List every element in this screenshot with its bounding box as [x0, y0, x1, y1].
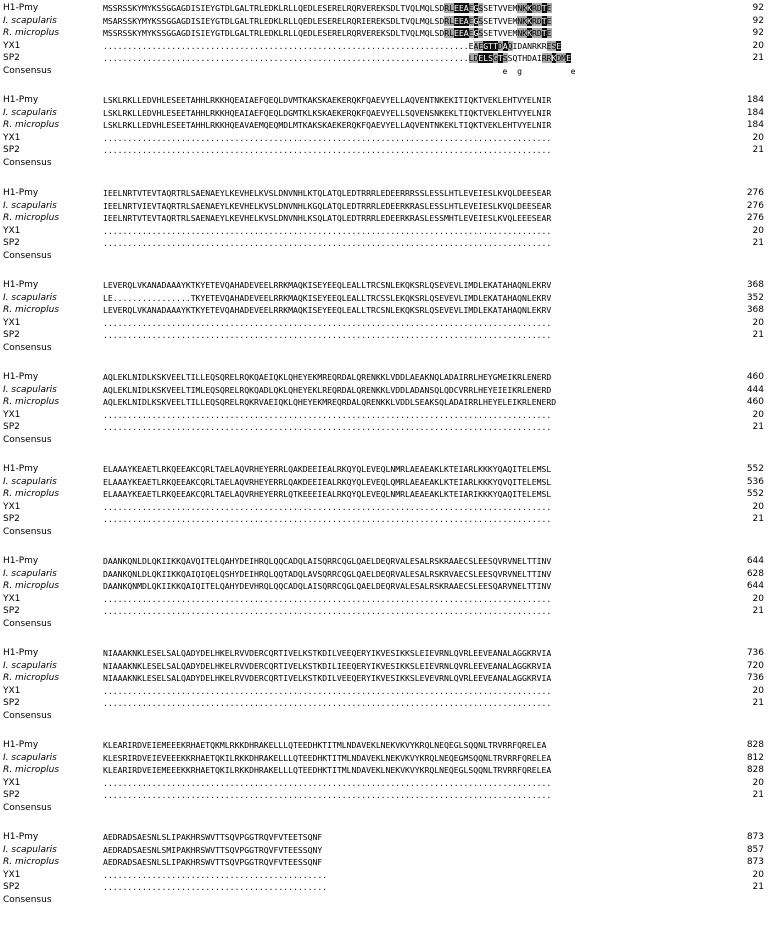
alignment-row	[3, 752, 766, 765]
sequence-name: SP2	[3, 53, 20, 64]
position-number: 184	[746, 95, 764, 105]
alignment-row	[3, 15, 766, 28]
alignment-block	[3, 94, 766, 186]
sequence-name: SP2	[3, 422, 20, 433]
alignment-block	[3, 187, 766, 279]
sequence-text: KLESRIRDVEIEVEEEKKRHAETQKILRKKDHRAKELLLQTEEDHKTITMLNDAVEKLNEKVKVYKRQLNEQEGMSQQNLTRVRRFQRELEA	[103, 752, 552, 763]
alignment-row	[3, 157, 766, 170]
position-number: 20	[752, 501, 764, 512]
consensus-sequence	[103, 710, 723, 723]
consensus-sequence	[103, 526, 723, 539]
sequence-text: ............................................................................................	[103, 317, 552, 328]
sequence-text: DAANKQNLDLQKIIKKQAIQIQELQSHYDEIHRQLQQTADQLAVSQRRCQGLQAELDEQRVALESALRSKRVAECSLEESQVRVNELTTINV	[103, 568, 552, 579]
alignment-row	[3, 65, 766, 78]
sequence-name: R. microplus	[3, 489, 60, 500]
alignment-row	[3, 212, 766, 225]
position-number: 21	[752, 238, 764, 249]
consensus-sequence: e g e	[103, 65, 576, 76]
sequence-text: ELAAAYKEAETLRKQEEAKCQRLTAELAQVRHEYERRLQTKEEEIEALRKQYQLEVEQLNMRLAEAEAKLKTEIARIKKKYQAQITELEMSL	[103, 489, 552, 500]
sequence-text: ............................................................................................	[103, 777, 552, 788]
alignment-row	[3, 2, 766, 15]
alignment-row	[3, 869, 766, 882]
sequence-name: H1-Pmy	[3, 740, 39, 750]
sequence-name: H1-Pmy	[3, 648, 39, 658]
alignment-block	[3, 279, 766, 371]
sequence-text: ELAAAYKEAETLRKQEEAKCQRLTAELAQVRHEYERRLQAKDEEIEALRKQYQLEVEQLQMRLAEAEAKLKTEIARLKKKYQVQITELEMSL	[103, 476, 552, 487]
sequence-text: DAANKQNMDLQKIIKKQAIQITELQAHYDEVHRQLQQCADQLAISQRRCQGLQAELDEQRVALESALRSKRAAECSLEESQARVNELTTINV	[103, 581, 552, 592]
position-number: 536	[746, 476, 764, 487]
sequence-name: I. scapularis	[3, 384, 57, 395]
position-number	[723, 894, 766, 907]
alignment-row	[3, 568, 766, 581]
position-number: 828	[746, 765, 764, 776]
sequence-text: ............................................................................................	[103, 238, 552, 249]
alignment-row	[3, 342, 766, 355]
alignment-row	[3, 501, 766, 514]
position-number: 276	[746, 188, 764, 198]
position-number: 736	[746, 648, 764, 658]
sequence-name: YX1	[3, 317, 21, 328]
alignment-row	[3, 371, 766, 384]
consensus-sequence	[103, 618, 723, 631]
position-number: 20	[752, 869, 764, 880]
alignment-row	[3, 396, 766, 409]
sequence-name: Consensus	[3, 802, 52, 813]
sequence-name: H1-Pmy	[3, 188, 39, 198]
alignment-row	[3, 647, 766, 660]
alignment-row	[3, 304, 766, 317]
sequence-name: H1-Pmy	[3, 280, 39, 290]
sequence-name: R. microplus	[3, 397, 60, 408]
sequence-name: YX1	[3, 132, 21, 143]
position-number: 21	[752, 606, 764, 617]
alignment-row	[3, 660, 766, 673]
alignment-row	[3, 739, 766, 752]
sequence-name: YX1	[3, 501, 21, 512]
alignment-row	[3, 409, 766, 422]
sequence-name: H1-Pmy	[3, 464, 39, 474]
position-number: 720	[746, 660, 764, 671]
sequence-text: ............................................................................................	[103, 409, 552, 420]
position-number: 644	[746, 581, 764, 592]
sequence-name: I. scapularis	[3, 844, 57, 855]
position-number: 21	[752, 698, 764, 709]
sequence-name: SP2	[3, 790, 20, 801]
position-number: 276	[746, 213, 764, 224]
sequence-text: LE................TKYETEVQAHADEVEELRRKMAQKISEYEEQLEALLTRCSSLEKQKSRLQSEVEVLIMDLEKATAHAQNLEKRV	[103, 292, 552, 303]
sequence-text: KLEARIRDVEIEMEEEKRHAETQKMLRKKDHRAKELLLQTEEDHKTITMLNDAVEKLNEKVKVYKRQLNEQEGLSQQNLTRVRRFQRELEA	[103, 740, 547, 750]
sequence-name: YX1	[3, 777, 21, 788]
sequence-name: Consensus	[3, 526, 52, 537]
alignment-row	[3, 685, 766, 698]
sequence-name: Consensus	[3, 710, 52, 721]
alignment-row	[3, 831, 766, 844]
sequence-name: I. scapularis	[3, 476, 57, 487]
position-number: 873	[746, 857, 764, 868]
position-number	[723, 526, 766, 539]
alignment-row	[3, 132, 766, 145]
position-number	[723, 65, 766, 78]
position-number: 857	[746, 844, 764, 855]
position-number: 828	[746, 740, 764, 750]
sequence-name: I. scapularis	[3, 752, 57, 763]
alignment-row	[3, 526, 766, 539]
sequence-name: YX1	[3, 685, 21, 696]
alignment-row	[3, 856, 766, 869]
sequence-name: I. scapularis	[3, 107, 57, 118]
sequence-text: AEDRADSAESNLSLIPAKHRSWVTTSQVPGGTRQVFVTEETSQNF	[103, 832, 323, 842]
sequence-text: AQLEKLNIDLKSKVEELTILLEQSQRELRQKQAEIQKLQHEYEKMREQRDALQRENKKLVDDLAEAKNQLADAIRRLHEYGMEIKRLENERD	[103, 372, 552, 382]
alignment-row	[3, 605, 766, 618]
alignment-row	[3, 844, 766, 857]
sequence-name: R. microplus	[3, 765, 60, 776]
alignment-row	[3, 513, 766, 526]
alignment-row	[3, 894, 766, 907]
sequence-text: AQLEKLNIDLKSKVEELTILLEQSQRELRQKRVAEIQKLQHEYEKMREQRDALQRENKKLVDDLSEAKSQLADAIRRLHEYELEIKRLENERD	[103, 397, 557, 408]
consensus-sequence	[103, 342, 723, 355]
position-number: 21	[752, 514, 764, 525]
sequence-text: IEELNRTVTEVTAQRTRLSAENAEYLKEVHELKVSLDNVNHLKTQLATQLEDTRRRLEDEERRRSSLESSLHTLEVEIESLKVQLDEESEAR	[103, 188, 552, 198]
consensus-sequence	[103, 802, 723, 815]
sequence-text: ...........................................................................LDELSGTSSQTHDAIRRKDME	[103, 53, 571, 64]
sequence-name: YX1	[3, 409, 21, 420]
alignment-row	[3, 580, 766, 593]
sequence-name: Consensus	[3, 434, 52, 445]
sequence-name: Consensus	[3, 342, 52, 353]
alignment-row	[3, 463, 766, 476]
position-number: 368	[746, 305, 764, 316]
consensus-sequence	[103, 157, 723, 170]
consensus-sequence	[103, 434, 723, 447]
position-number	[723, 434, 766, 447]
position-number: 20	[752, 132, 764, 143]
alignment-row	[3, 488, 766, 501]
sequence-text: IEELNRTVTEVTAQRTRLSAENAEYLKEVHELKVSLDNVNHLKSQLATQLEDTRRRLEDEERKRASLESSMHTLEVEIESLKVQLEEESEAR	[103, 213, 552, 224]
alignment-row	[3, 764, 766, 777]
alignment-row	[3, 384, 766, 397]
sequence-name: YX1	[3, 593, 21, 604]
position-number: 21	[752, 422, 764, 433]
sequence-name: SP2	[3, 698, 20, 709]
sequence-name: R. microplus	[3, 28, 60, 39]
sequence-text: ............................................................................................	[103, 593, 552, 604]
alignment-row	[3, 200, 766, 213]
alignment-row	[3, 593, 766, 606]
alignment-block	[3, 739, 766, 831]
sequence-name: SP2	[3, 145, 20, 156]
sequence-name: R. microplus	[3, 213, 60, 224]
sequence-text: ..............................................	[103, 882, 328, 893]
sequence-text: NIAAAKNKLESELSALQADYDELHKELRVVDERCQRTIVELKSTKDILVEEQERYIKVESIKKSLEVEVRNLQVRLEEVEANALAGGKRVIA	[103, 673, 552, 684]
sequence-text: ............................................................................................	[103, 685, 552, 696]
sequence-text: ............................................................................................	[103, 145, 552, 156]
sequence-name: SP2	[3, 606, 20, 617]
position-number	[723, 710, 766, 723]
sequence-name: Consensus	[3, 618, 52, 629]
alignment-row	[3, 329, 766, 342]
sequence-text: DAANKQNLDLQKIIKKQAVQITELQAHYDEIHRQLQQCADQLAISQRRCQGLQAELDEQRVALESALRSKRAAECSLEESQVRVNELTTINV	[103, 556, 552, 566]
sequence-text: NIAAAKNKLESELSALQADYDELHKELRVVDERCQRTIVELKSTKDILVEEQERYIKVESIKKSLEIEVRNLQVRLEEVEANALAGGKRVIA	[103, 648, 552, 658]
sequence-name: Consensus	[3, 157, 52, 168]
sequence-name: SP2	[3, 238, 20, 249]
position-number: 552	[746, 464, 764, 474]
consensus-sequence	[103, 250, 723, 263]
alignment-row	[3, 672, 766, 685]
alignment-row	[3, 421, 766, 434]
alignment-row	[3, 802, 766, 815]
alignment-block	[3, 647, 766, 739]
position-number: 92	[752, 28, 764, 39]
position-number	[723, 618, 766, 631]
position-number: 184	[746, 107, 764, 118]
position-number: 21	[752, 790, 764, 801]
alignment-row	[3, 237, 766, 250]
position-number: 184	[746, 120, 764, 131]
position-number: 873	[746, 832, 764, 842]
position-number: 21	[752, 882, 764, 893]
position-number: 444	[746, 384, 764, 395]
sequence-text: ..............................................	[103, 869, 328, 880]
position-number: 20	[752, 40, 764, 51]
sequence-name: I. scapularis	[3, 200, 57, 211]
sequence-text: ELAAAYKEAETLRKQEEAKCQRLTAELAQVRHEYERRLQAKDEEIEALRKQYQLEVEQLNMRLAEAEAKLKTEIARLKKKYQAQITELEMSL	[103, 464, 552, 474]
sequence-text: IEELNRTVIEVTAQRTRLSAENAEYLKEVHELKVSLDNVNHLKGQLATQLEDTRRRLEDEERKRASLESSLHTLEVEIESLKVQLDEESEAR	[103, 200, 552, 211]
sequence-text: ............................................................................................	[103, 132, 552, 143]
alignment-row	[3, 697, 766, 710]
alignment-row	[3, 555, 766, 568]
sequence-name: H1-Pmy	[3, 372, 39, 382]
sequence-name: Consensus	[3, 65, 52, 76]
sequence-name: SP2	[3, 882, 20, 893]
sequence-name: YX1	[3, 40, 21, 51]
alignment-row	[3, 618, 766, 631]
position-number: 20	[752, 225, 764, 236]
sequence-name: R. microplus	[3, 857, 60, 868]
alignment-row	[3, 777, 766, 790]
alignment-row	[3, 710, 766, 723]
sequence-text: ............................................................................................	[103, 422, 552, 433]
alignment-row	[3, 434, 766, 447]
sequence-name: Consensus	[3, 250, 52, 261]
alignment-block	[3, 2, 766, 94]
position-number: 460	[746, 372, 764, 382]
position-number: 20	[752, 317, 764, 328]
sequence-text: LEVERQLVKANADAAAYKTKYETEVQAHADEVEELRRKMAQKISEYEEQLEALLTRCSNLEKQKSRLQSEVEVLIMDLEKATAHAQNLEKRV	[103, 305, 552, 316]
sequence-text: ............................................................................................	[103, 790, 552, 801]
sequence-text: LEVERQLVKANADAAAYKTKYETEVQAHADEVEELRRKMAQKISEYEEQLEALLTRCSNLEKQKSRLQSEVEVLIMDLEKATAHAQNLEKRV	[103, 280, 552, 290]
sequence-text: NIAAAKNKLESELSALQADYDELHKELRVVDERCQRTIVELKSTKDILIEEQERYIKVESIKKSLEIEVRNLQVRLEEVEANALAGGKRVIA	[103, 660, 552, 671]
sequence-name: H1-Pmy	[3, 95, 39, 105]
position-number	[723, 802, 766, 815]
sequence-name: H1-Pmy	[3, 832, 39, 842]
sequence-name: I. scapularis	[3, 568, 57, 579]
alignment-row	[3, 292, 766, 305]
sequence-text: LSKLRKLLEDVHLESEETAHHLRKKHQEAVAEMQEQMDLMTKAKSKAEKERQKFQAEVYELLAQVENTNKEKLTIQKTVEKLEHTVYELNIR	[103, 120, 552, 131]
position-number: 92	[752, 15, 764, 26]
sequence-text: ............................................................................................	[103, 698, 552, 709]
sequence-text: ............................................................................................	[103, 225, 552, 236]
alignment-row	[3, 40, 766, 53]
sequence-text: ............................................................................................	[103, 501, 552, 512]
alignment-row	[3, 476, 766, 489]
alignment-block	[3, 831, 766, 923]
alignment-row	[3, 225, 766, 238]
alignment-row	[3, 250, 766, 263]
sequence-name: R. microplus	[3, 120, 60, 131]
alignment-row	[3, 144, 766, 157]
sequence-name: YX1	[3, 869, 21, 880]
position-number	[723, 157, 766, 170]
sequence-name: Consensus	[3, 894, 52, 905]
sequence-name: YX1	[3, 225, 21, 236]
alignment-row	[3, 27, 766, 40]
sequence-text: KLEARIRDVEIEMEEEKKRHAETQKILRKKDHRAKELLLQTEEDHKTITMLNDAVEKLNEKVKVYKRQLNEQEGLSQQNLTRVRRFQRELEA	[103, 765, 552, 776]
sequence-name: R. microplus	[3, 581, 60, 592]
alignment-block	[3, 371, 766, 463]
alignment-row	[3, 94, 766, 107]
position-number: 21	[752, 145, 764, 156]
position-number: 552	[746, 489, 764, 500]
alignment-row	[3, 187, 766, 200]
sequence-name: I. scapularis	[3, 15, 57, 26]
position-number: 460	[746, 397, 764, 408]
position-number: 736	[746, 673, 764, 684]
sequence-text: MSARSSKYMYKSSGGAGDISIEYGTDLGALTRLEDKLRLLQEDLESERELRQRIEREKSDLTVQLMQLSDRLEEAEGSSETVVEMNKKRDTE	[103, 15, 552, 26]
sequence-text: AEDRADSAESNLSMIPAKHRSWVTTSQVPGGTRQVFVTEESSQNY	[103, 844, 323, 855]
sequence-name: SP2	[3, 514, 20, 525]
position-number: 368	[746, 280, 764, 290]
position-number: 20	[752, 593, 764, 604]
alignment-block	[3, 555, 766, 647]
sequence-name: I. scapularis	[3, 660, 57, 671]
sequence-text: LSKLRKLLEDVHLESEETAHHLRKKHQEAIAEFQEQLDGMTKLKSKAEKERQKFQAEVYELLSQVENSNKEKLTIQKTVEKLEHTVYELNIR	[103, 107, 552, 118]
alignment-row	[3, 107, 766, 120]
position-number: 276	[746, 200, 764, 211]
sequence-name: SP2	[3, 330, 20, 341]
sequence-text: ...........................................................................EAEGTTDAQIDANRKRESE	[103, 40, 562, 51]
sequence-text: AQLEKLNIDLKSKVEELTIMLEQSQRELRQKQADLQKLQHEYEKLREQRDALQRENKKLVDDLADANSQLQDCVRRLHEYEIEIKRLENERD	[103, 384, 552, 395]
alignment-row	[3, 789, 766, 802]
position-number: 352	[746, 292, 764, 303]
position-number: 92	[752, 3, 764, 13]
position-number: 20	[752, 685, 764, 696]
alignment-row	[3, 881, 766, 894]
sequence-name: R. microplus	[3, 673, 60, 684]
alignment-row	[3, 279, 766, 292]
position-number: 20	[752, 409, 764, 420]
alignment-block	[3, 463, 766, 555]
sequence-text: ............................................................................................	[103, 330, 552, 341]
sequence-text: AEDRADSAESNLSLIPAKHRSWVTTSQVPGGTRQVFVTEESSQNF	[103, 857, 323, 868]
position-number: 21	[752, 330, 764, 341]
position-number: 20	[752, 777, 764, 788]
sequence-text: ............................................................................................	[103, 514, 552, 525]
sequence-text: ............................................................................................	[103, 606, 552, 617]
position-number: 628	[746, 568, 764, 579]
sequence-name: H1-Pmy	[3, 3, 39, 13]
consensus-sequence	[103, 894, 723, 907]
sequence-name: R. microplus	[3, 305, 60, 316]
sequence-text: MSSRSSKYMYKSSGGAGDISIEYGTDLGALTRLEDKLRLLQEDLESERELRQRVEREKSDLTVQLMQLSDRLEEAEGSSETVVEMNKKRDTE	[103, 3, 552, 13]
position-number	[723, 250, 766, 263]
position-number: 644	[746, 556, 764, 566]
alignment-row	[3, 317, 766, 330]
position-number	[723, 342, 766, 355]
alignment-row	[3, 119, 766, 132]
sequence-name: I. scapularis	[3, 292, 57, 303]
position-number: 812	[746, 752, 764, 763]
sequence-text: MSSRSSKYMYKSSGGAGDISIEYGTDLGALTRLEDKLRLLQEDLESERELRQRVEREKSDLTVQLMQLSDRLEEAEGSSETVVEMNKKRDTE	[103, 28, 552, 39]
sequence-name: H1-Pmy	[3, 556, 39, 566]
alignment-row	[3, 52, 766, 65]
position-number: 21	[752, 53, 764, 64]
sequence-text: LSKLRKLLEDVHLESEETAHHLRKKHQEAIAEFQEQLDVMTKAKSKAEKERQKFQAEVYELLAQVENTNKEKITIQKTVEKLEHTVYELNIR	[103, 95, 552, 105]
